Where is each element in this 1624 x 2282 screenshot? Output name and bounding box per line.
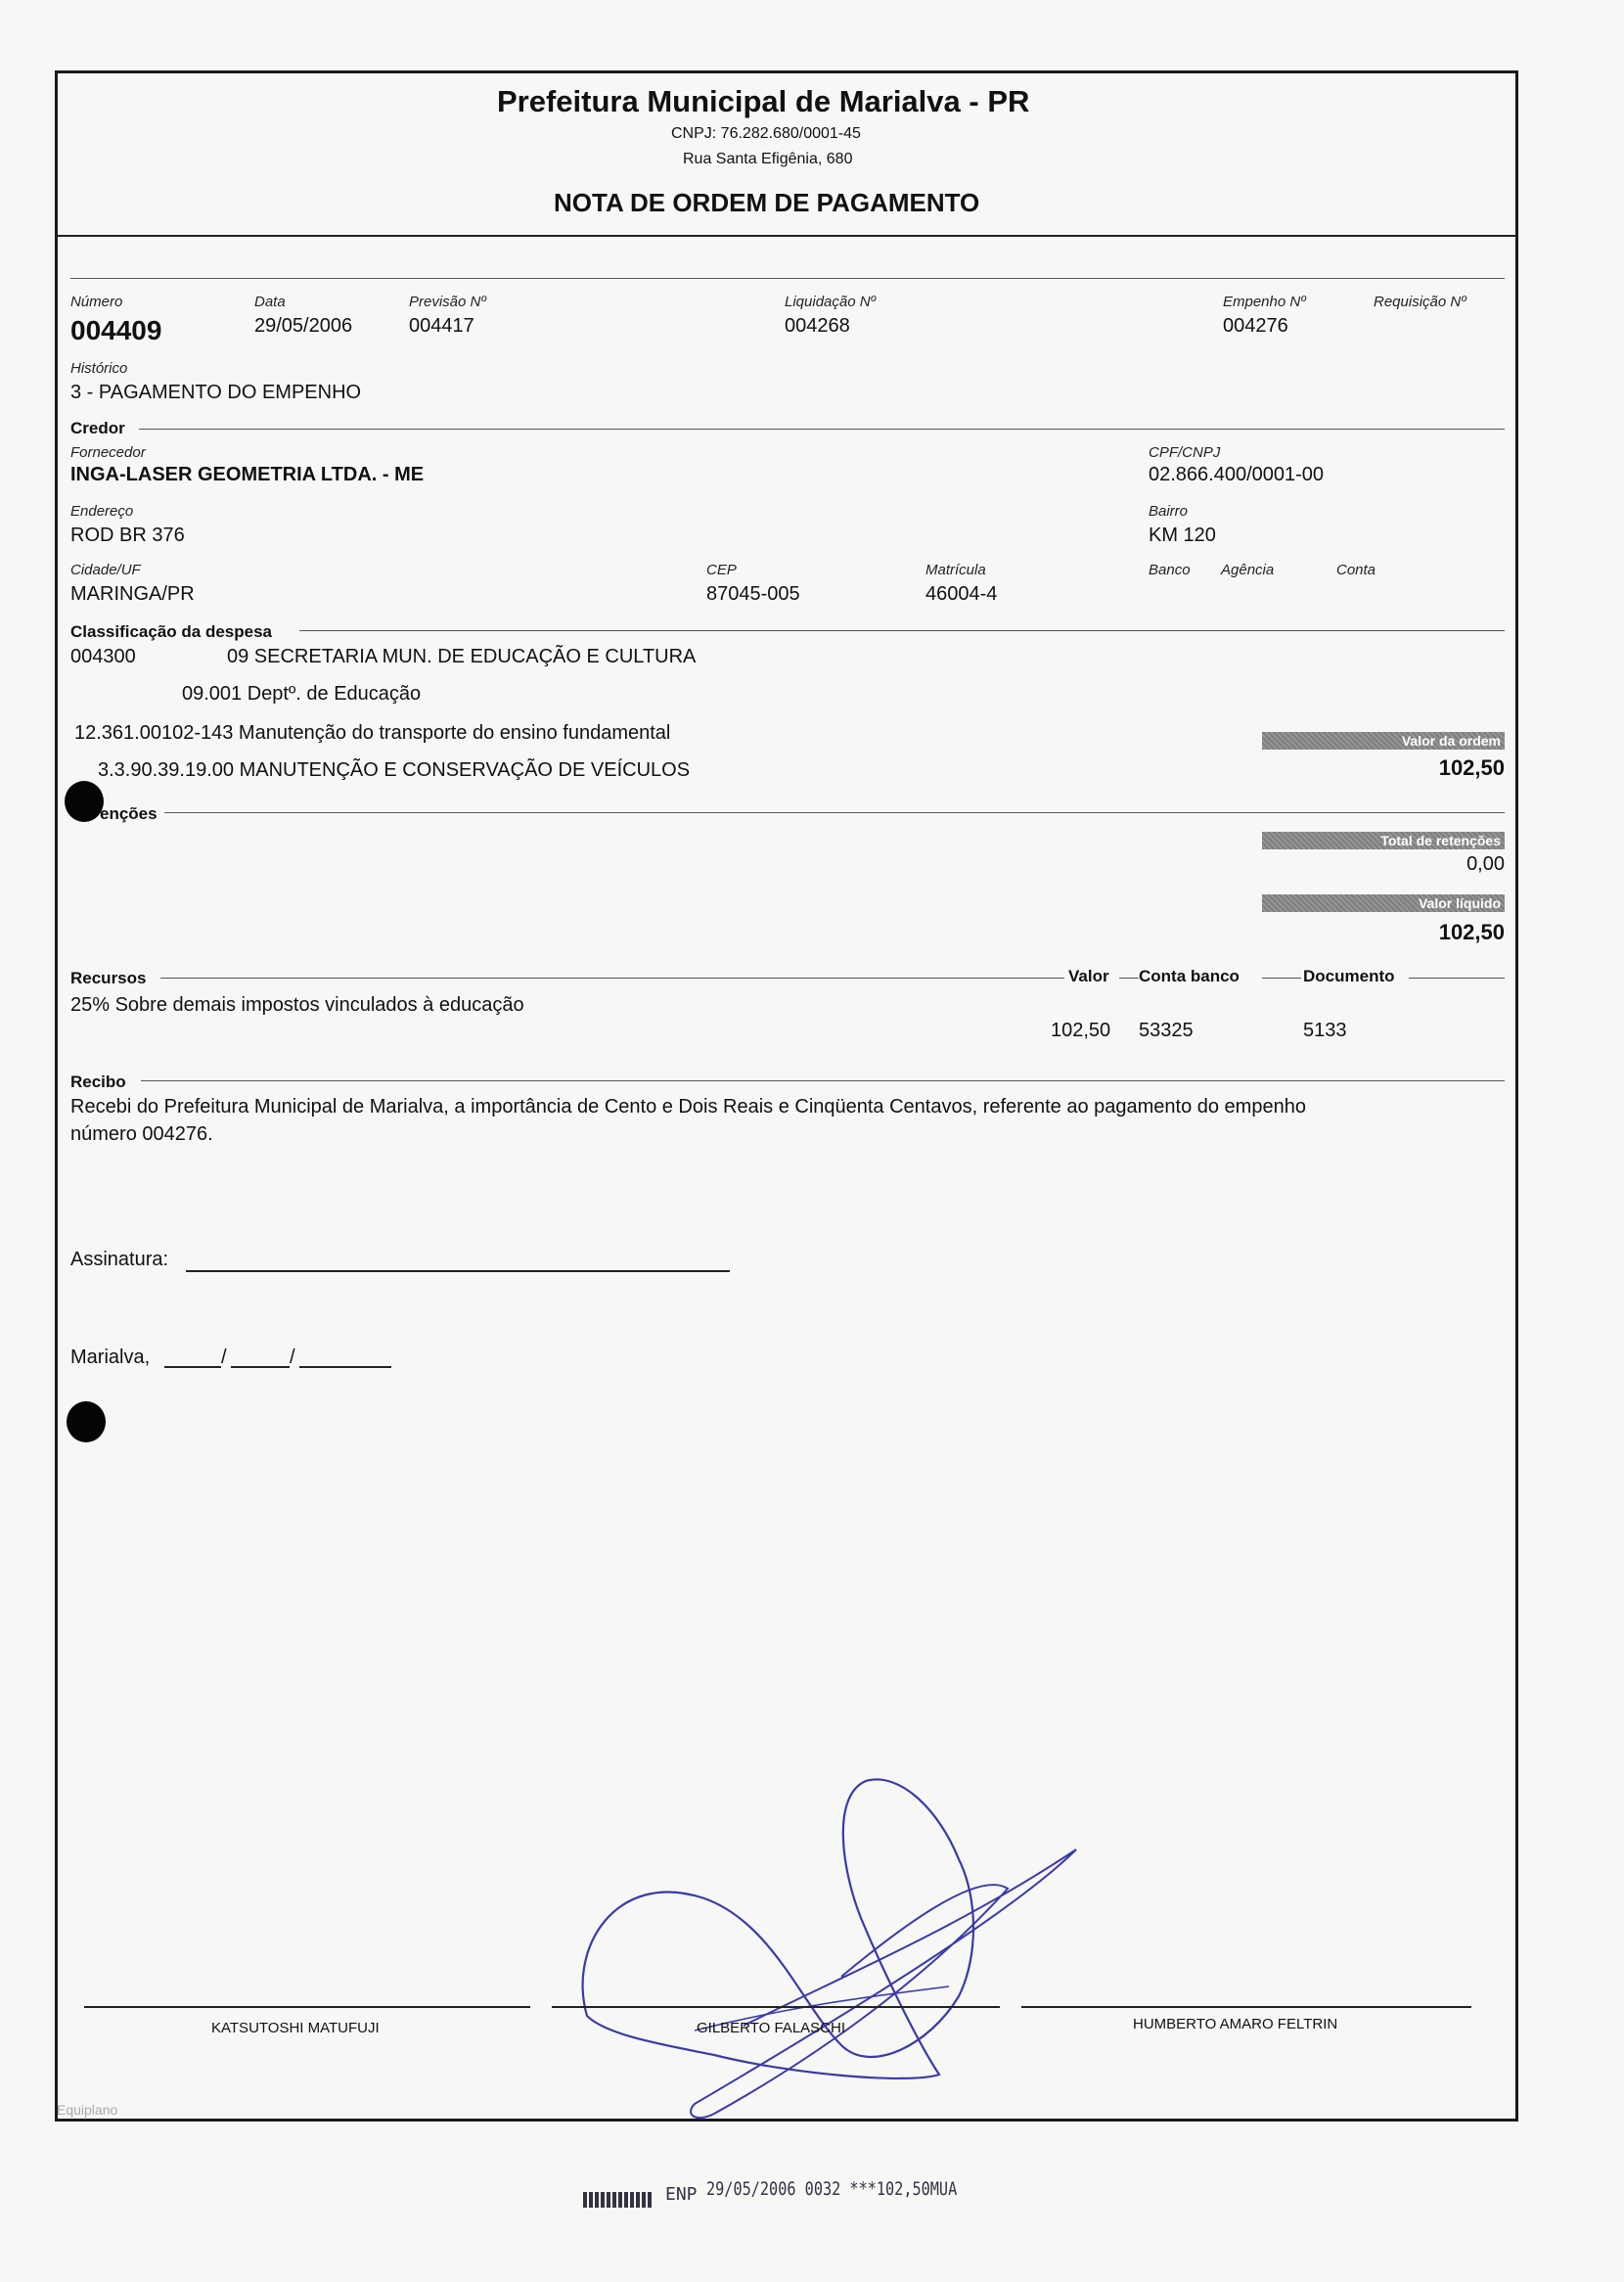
bank-stamp-logo — [583, 2192, 652, 2208]
software-watermark: Equiplano — [57, 2102, 118, 2118]
signature-line-2 — [552, 2006, 1000, 2008]
cnpj-line: CNPJ: 76.282.680/0001-45 — [671, 125, 861, 142]
bairro-value: KM 120 — [1149, 525, 1216, 546]
cidade-value: MARINGA/PR — [70, 583, 195, 605]
valor-liquido-value: 102,50 — [1438, 920, 1505, 944]
empenho-label: Empenho Nº — [1223, 294, 1306, 310]
recursos-valor-label: Valor — [1068, 967, 1109, 985]
classificacao-line4: 3.3.90.39.19.00 MANUTENÇÃO E CONSERVAÇÃO DE VEÍCULOS — [98, 759, 691, 781]
signature-line-3 — [1021, 2006, 1471, 2008]
address-line: Rua Santa Efigênia, 680 — [683, 151, 853, 167]
header-divider — [56, 235, 1517, 237]
valor-liquido-bar — [1262, 894, 1505, 912]
valor-ordem-bar — [1262, 732, 1505, 750]
recibo-text-line1: Recebi do Prefeitura Municipal de Marialva, a importância de Cento e Dois Reais e Cinqüenta Centavos, referente ao pagamento do empenho — [70, 1096, 1306, 1118]
recursos-documento-label: Documento — [1303, 967, 1395, 985]
fornecedor-value: INGA-LASER GEOMETRIA LTDA. - ME — [70, 464, 425, 485]
cpf-label: CPF/CNPJ — [1149, 444, 1221, 461]
recursos-section-title: Recursos — [70, 969, 147, 987]
recursos-line — [160, 978, 1064, 979]
handwritten-signature — [548, 1752, 1096, 2143]
recibo-section-title: Recibo — [70, 1073, 126, 1091]
document-title: NOTA DE ORDEM DE PAGAMENTO — [554, 188, 980, 217]
empenho-value: 004276 — [1223, 315, 1288, 337]
liquidacao-label: Liquidação Nº — [785, 294, 877, 310]
signatory-1: KATSUTOSHI MATUFUJI — [211, 2020, 380, 2036]
recursos-line-2 — [1119, 978, 1139, 979]
banco-label: Banco — [1149, 562, 1191, 578]
recursos-conta: 53325 — [1139, 1020, 1194, 1041]
signatory-3: HUMBERTO AMARO FELTRIN — [1133, 2016, 1338, 2032]
punch-hole-top — [65, 781, 104, 822]
classificacao-line — [299, 630, 1505, 631]
endereco-label: Endereço — [70, 503, 134, 520]
data-value: 29/05/2006 — [254, 315, 353, 337]
endereco-value: ROD BR 376 — [70, 525, 185, 546]
retencoes-line — [164, 812, 1505, 813]
data-label: Data — [254, 294, 286, 310]
fornecedor-label: Fornecedor — [70, 444, 146, 461]
recursos-conta-label: Conta banco — [1139, 967, 1240, 985]
conta-label: Conta — [1336, 562, 1376, 578]
numero-label: Número — [70, 294, 123, 310]
credor-section-title: Credor — [70, 419, 125, 437]
liquidacao-value: 004268 — [785, 315, 850, 337]
cep-value: 87045-005 — [706, 583, 800, 605]
recibo-text-line2: número 004276. — [70, 1123, 213, 1145]
recursos-line-3 — [1262, 978, 1301, 979]
date-month-line — [231, 1366, 290, 1368]
matricula-value: 46004-4 — [925, 583, 998, 605]
date-separator-2: / — [290, 1346, 295, 1368]
numero-value: 004409 — [70, 315, 162, 345]
total-retencoes-bar — [1262, 832, 1505, 849]
valor-ordem-label: Valor da ordem — [1401, 733, 1501, 749]
matricula-label: Matrícula — [925, 562, 986, 578]
date-year-line — [299, 1366, 391, 1368]
credor-line — [139, 429, 1505, 430]
order-top-line — [70, 278, 1505, 279]
previsao-value: 004417 — [409, 315, 474, 337]
signatory-2: GILBERTO FALASCHI — [697, 2020, 845, 2036]
requisicao-label: Requisição Nº — [1374, 294, 1466, 310]
marialva-date-label: Marialva, — [70, 1346, 151, 1368]
classificacao-code: 004300 — [70, 646, 136, 667]
classificacao-line1: 09 SECRETARIA MUN. DE EDUCAÇÃO E CULTURA — [227, 646, 697, 667]
valor-ordem-value: 102,50 — [1438, 755, 1505, 780]
cidade-label: Cidade/UF — [70, 562, 141, 578]
bairro-label: Bairro — [1149, 503, 1189, 520]
recursos-valor: 102,50 — [1051, 1020, 1111, 1041]
recibo-line — [141, 1080, 1505, 1081]
previsao-label: Previsão Nº — [409, 294, 486, 310]
historico-label: Histórico — [70, 360, 128, 377]
cep-label: CEP — [706, 562, 737, 578]
cpf-value: 02.866.400/0001-00 — [1149, 464, 1325, 485]
retencoes-section-title: enções — [100, 804, 158, 823]
date-day-line — [164, 1366, 221, 1368]
classificacao-section-title: Classificação da despesa — [70, 622, 273, 641]
valor-liquido-label: Valor líquido — [1418, 895, 1501, 911]
total-retencoes-label: Total de retenções — [1380, 833, 1501, 848]
punch-hole-bottom — [67, 1401, 106, 1442]
bank-stamp-text: 29/05/2006 0032 ***102,50MUA — [706, 2178, 958, 2200]
date-separator-1: / — [221, 1346, 227, 1368]
recursos-descricao: 25% Sobre demais impostos vinculados à educação — [70, 994, 524, 1016]
classificacao-line2: 09.001 Deptº. de Educação — [182, 683, 422, 705]
recursos-line-4 — [1409, 978, 1505, 979]
bank-stamp-prefix: ENP — [665, 2184, 698, 2205]
signature-line-1 — [84, 2006, 530, 2008]
recursos-documento: 5133 — [1303, 1020, 1347, 1041]
classificacao-line3: 12.361.00102-143 Manutenção do transporte do ensino fundamental — [74, 722, 671, 744]
historico-value: 3 - PAGAMENTO DO EMPENHO — [70, 382, 362, 403]
total-retencoes-value: 0,00 — [1466, 853, 1505, 875]
agencia-label: Agência — [1221, 562, 1275, 578]
assinatura-label: Assinatura: — [70, 1249, 169, 1270]
municipality-title: Prefeitura Municipal de Marialva - PR — [497, 84, 1030, 118]
assinatura-line — [186, 1270, 730, 1272]
